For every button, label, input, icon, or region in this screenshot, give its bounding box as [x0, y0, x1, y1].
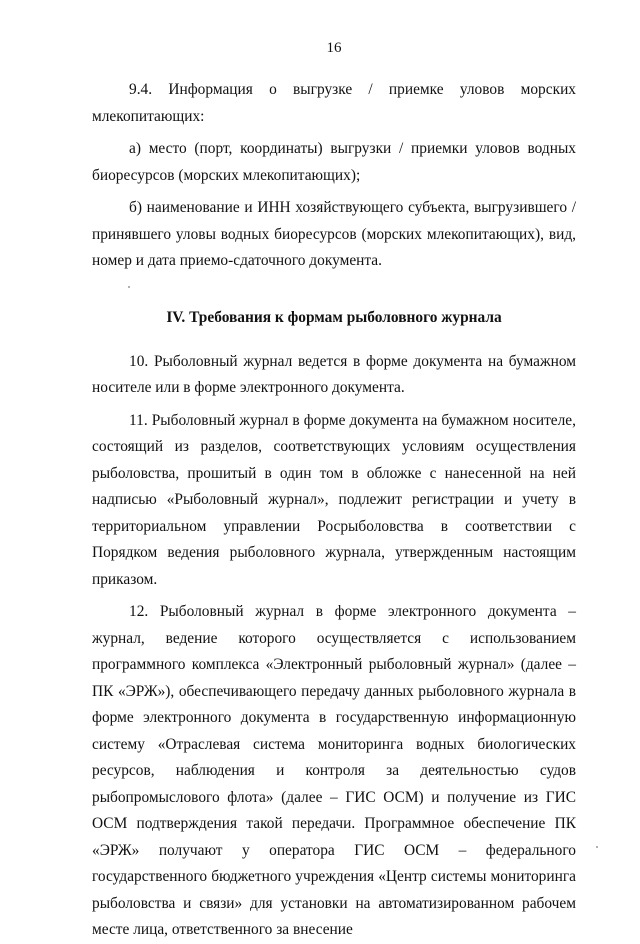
paragraph-12: 12. Рыболовный журнал в форме электронного документа – журнал, ведение которого осуществляется с использованием программного комплекса «Электронный рыболовный журнал» (далее – ПК «ЭРЖ»), обеспечивающего передачу данных рыболовного журнала в форме электронного документа в государственную информационную систему «Отраслевая система мониторинга водных биологических ресурсов, наблюдения и контроля за деятельностью судов рыбопромыслового флота» (далее – ГИС ОСМ) и получение из ГИС ОСМ подтверждения такой передачи. Программное обеспечение ПК «ЭРЖ» получают у оператора ГИС ОСМ – федерального государственного бюджетного учреждения «Центр системы мониторинга рыболовства и связи» для установки на автоматизированном рабочем месте лица, ответственного за внесение [92, 603, 576, 938]
page-number: 16 [326, 40, 342, 56]
paragraph-9-4-a: а) место (порт, координаты) выгрузки / приемки уловов водных биоресурсов (морских млекопитающих); [92, 140, 576, 184]
paragraph-9-4-b: б) наименование и ИНН хозяйствующего субъекта, выгрузившего / принявшего уловы водных биоресурсов (морских млекопитающих), вид, номер и дата приемо-сдаточного документа. [92, 199, 576, 269]
section-title: IV. Требования к формам рыболовного журнала [166, 308, 502, 326]
paragraph-9-4: 9.4. Информация о выгрузке / приемке уловов морских млекопитающих: [92, 81, 576, 125]
paragraph-11: 11. Рыболовный журнал в форме документа на бумажном носителе, состоящий из разделов, соответствующих условиям осуществления рыболовства, прошитый в один том в обложке с нанесенной на ней надписью «Рыболовный журнал», подлежит регистрации и учету в территориальном управлении Росрыболовства в соответствии с Порядком ведения рыболовного журнала, утвержденным настоящим приказом. [92, 411, 576, 588]
paragraph-10: 10. Рыболовный журнал ведется в форме документа на бумажном носителе или в форме электронного документа. [92, 352, 576, 396]
scan-speck [596, 846, 598, 848]
scan-speck [128, 286, 130, 288]
